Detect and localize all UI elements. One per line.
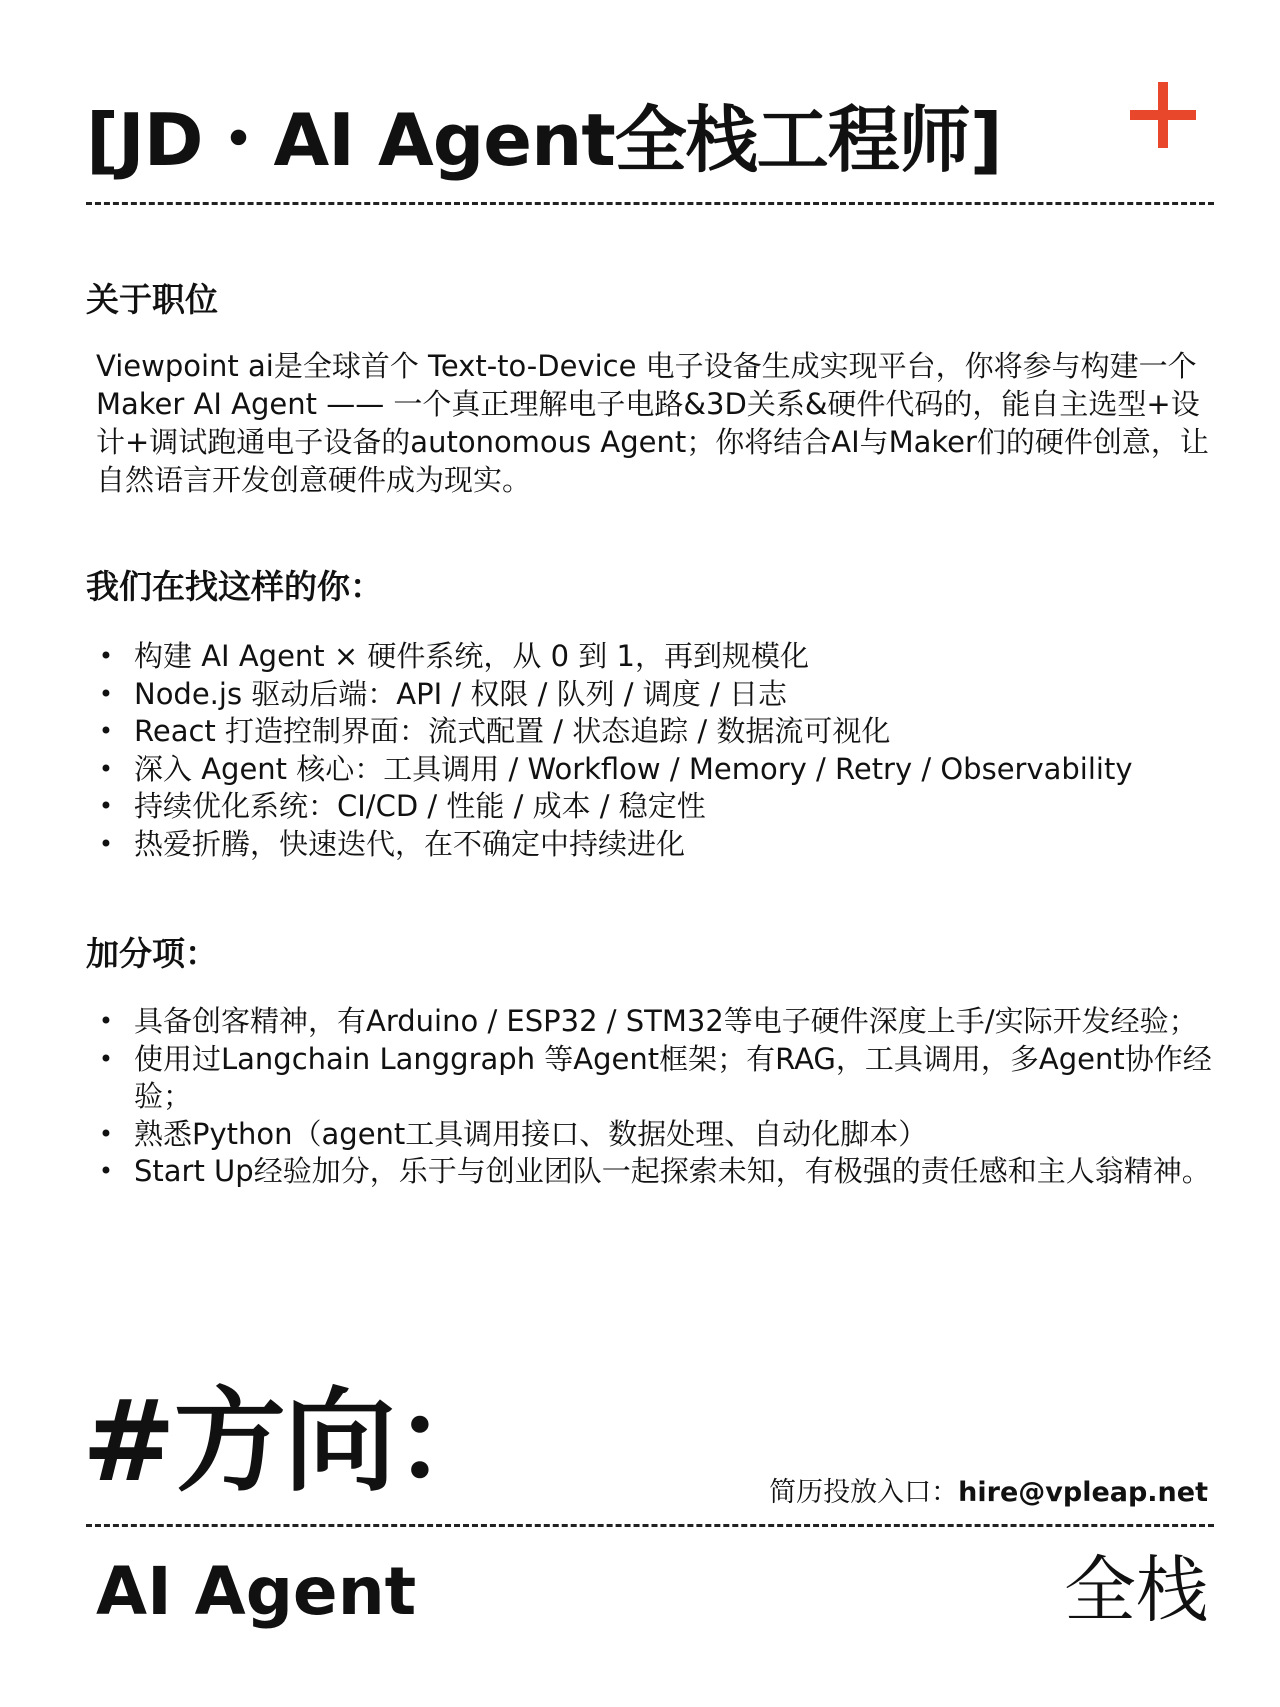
resume-email-link[interactable]: hire@vpleap.net	[958, 1477, 1208, 1508]
requirement-item	[96, 751, 1216, 789]
bullet-icon: •	[98, 1007, 114, 1035]
requirement-item	[96, 713, 1216, 751]
bullet-icon: •	[98, 792, 114, 820]
bullet-icon: •	[98, 1157, 114, 1185]
top-dashed-divider	[86, 202, 1214, 205]
resume-line	[769, 1475, 1208, 1511]
bullet-icon: •	[98, 642, 114, 670]
requirement-item	[96, 826, 1216, 864]
requirement-item	[96, 788, 1216, 826]
bullet-icon: •	[98, 1119, 114, 1148]
bullet-icon: •	[98, 717, 114, 745]
direction-ai-agent: AI Agent	[96, 1553, 417, 1630]
requirement-text: 深入 Agent 核心：工具调用 / Workflow / Memory / Retry / Observability	[134, 751, 1133, 786]
requirements-list	[96, 638, 1216, 863]
about-heading: 关于职位	[86, 280, 218, 319]
about-text: Viewpoint ai是全球首个 Text-to-Device 电子设备生成实现平台，你将参与构建一个Maker AI Agent —— 一个真正理解电子电路&3D关系&硬件代码的，能自主选型+设计+调试跑通电子设备的autonomous Agent；你将结合AI与Maker们的硬件创意，让自然语言开发创意硬件成为现实。	[96, 349, 1209, 497]
page-title: [JD・AI Agent全栈工程师]	[86, 98, 1002, 182]
bullet-icon: •	[98, 754, 114, 783]
bullet-icon: •	[98, 679, 114, 708]
requirement-text: 构建 AI Agent × 硬件系统，从 0 到 1，再到规模化	[134, 639, 809, 673]
requirement-text: 热爱折腾，快速迭代，在不确定中持续进化	[134, 826, 686, 861]
direction-full-stack: 全栈	[1063, 1548, 1208, 1632]
direction-heading: #方向：	[82, 1377, 504, 1507]
bonus-heading: 加分项：	[86, 934, 218, 973]
resume-label: 简历投放入口：	[769, 1477, 959, 1508]
requirement-text: Node.js 驱动后端：API / 权限 / 队列 / 调度 / 日志	[134, 676, 787, 711]
bonus-item	[96, 1041, 1216, 1116]
requirement-text: 持续优化系统：CI/CD / 性能 / 成本 / 稳定性	[134, 789, 706, 823]
bonus-text: 熟悉Python（agent工具调用接口、数据处理、自动化脚本）	[134, 1116, 928, 1151]
bullet-icon: •	[98, 829, 114, 858]
requirement-item	[96, 676, 1216, 714]
bonus-item	[96, 1153, 1216, 1191]
bottom-dashed-divider	[86, 1524, 1214, 1527]
bonus-text: Start Up经验加分，乐于与创业团队一起探索未知，有极强的责任感和主人翁精神。	[134, 1154, 1211, 1188]
requirement-text: React 打造控制界面：流式配置 / 状态追踪 / 数据流可视化	[134, 714, 891, 748]
bonus-list	[96, 1003, 1216, 1191]
bullet-icon: •	[98, 1044, 114, 1073]
bonus-text: 使用过Langchain Langgraph 等Agent框架；有RAG，工具调用，多Agent协作经验；	[134, 1041, 1212, 1113]
bonus-item	[96, 1003, 1216, 1041]
plus-icon	[1130, 82, 1196, 148]
requirement-item	[96, 638, 1216, 676]
requirements-heading: 我们在找这样的你：	[86, 567, 383, 606]
bonus-item	[96, 1116, 1216, 1154]
bonus-text: 具备创客精神，有Arduino / ESP32 / STM32等电子硬件深度上手/实际开发经验；	[134, 1004, 1198, 1038]
